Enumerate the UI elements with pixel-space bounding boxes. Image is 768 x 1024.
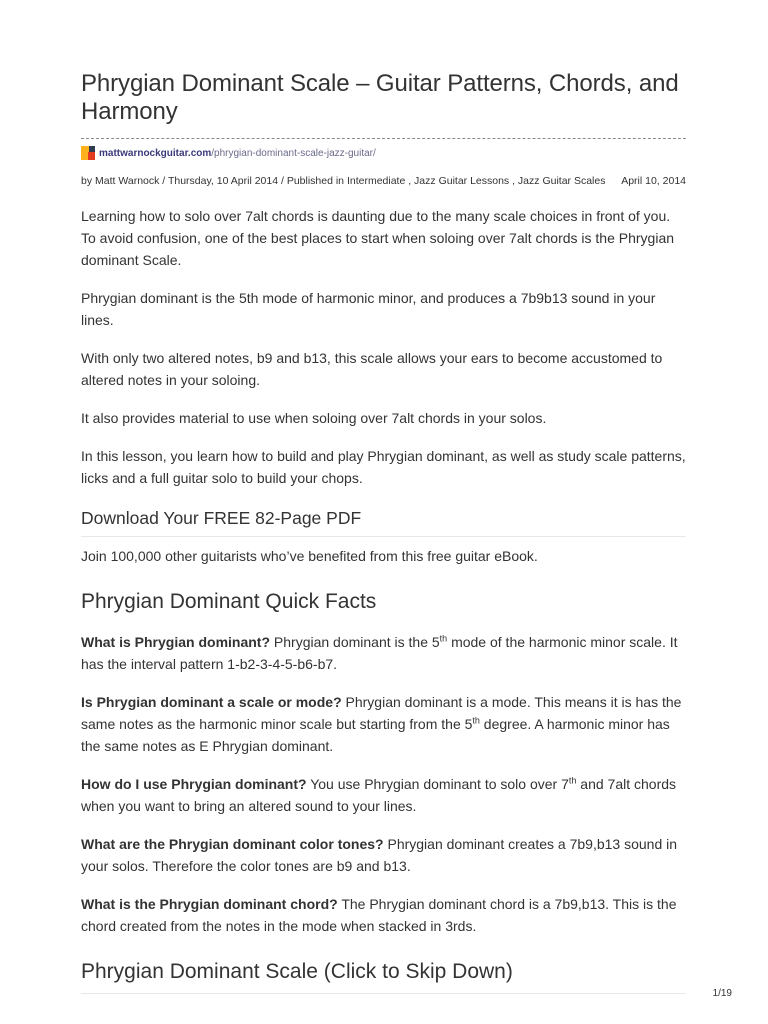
intro-paragraph-4: It also provides material to use when soloing over 7alt chords in your solos. bbox=[81, 410, 547, 426]
intro-paragraph-1: Learning how to solo over 7alt chords is daunting due to the many scale choices in front of you. To avoid confusion, one of the best places to start when soloing over 7alt chords is the Phrygian dominant Scale. bbox=[81, 208, 675, 268]
byline bbox=[81, 175, 686, 187]
download-divider bbox=[81, 536, 686, 537]
byline-text: by Matt Warnock / Thursday, 10 April 2014 / Published in Intermediate , Jazz Guitar Lessons , Jazz Guitar Scales bbox=[81, 175, 606, 187]
article bbox=[81, 70, 686, 994]
fact-answer: You use Phrygian dominant to solo over 7 bbox=[306, 776, 569, 792]
fact-1 bbox=[81, 631, 686, 675]
page-title: Phrygian Dominant Scale – Guitar Patterns, Chords, and Harmony bbox=[81, 70, 679, 125]
ordinal-suffix: th bbox=[568, 775, 577, 786]
scale-section-divider bbox=[81, 993, 686, 994]
fact-3 bbox=[81, 773, 686, 817]
source-path[interactable]: /phrygian-dominant-scale-jazz-guitar/ bbox=[211, 147, 376, 159]
ordinal-suffix: th bbox=[472, 715, 480, 726]
download-heading[interactable]: Download Your FREE 82-Page PDF bbox=[81, 508, 362, 528]
fact-4 bbox=[81, 833, 686, 877]
fact-answer: mode of the harmonic minor scale. It has the interval pattern 1-b2-3-4-5-b6-b7. bbox=[81, 634, 678, 672]
fact-answer: Phrygian dominant is the 5 bbox=[270, 634, 440, 650]
intro-paragraph-2: Phrygian dominant is the 5th mode of harmonic minor, and produces a 7b9b13 sound in your lines. bbox=[81, 290, 656, 328]
publish-date: April 10, 2014 bbox=[621, 175, 686, 187]
ordinal-suffix: th bbox=[439, 633, 448, 644]
intro-paragraph-3: With only two altered notes, b9 and b13, this scale allows your ears to become accustomed to altered notes in your soloing. bbox=[81, 350, 663, 388]
source-domain[interactable]: mattwarnockguitar.com bbox=[99, 147, 212, 159]
fact-answer: degree. A harmonic minor has the same notes as E Phrygian dominant. bbox=[81, 716, 670, 754]
fact-question: What is Phrygian dominant? bbox=[81, 634, 271, 650]
intro-paragraph-5: In this lesson, you learn how to build and play Phrygian dominant, as well as study scale patterns, licks and a full guitar solo to build your chops. bbox=[81, 448, 686, 486]
source-link[interactable] bbox=[81, 145, 686, 161]
title-divider bbox=[81, 138, 686, 139]
page-number: 1/19 bbox=[712, 988, 732, 999]
fact-answer: Phrygian dominant creates a 7b9,b13 sound in your solos. Therefore the color tones are b9 and b13. bbox=[81, 836, 678, 874]
fact-answer: Phrygian dominant is a mode. This means it is has the same notes as the harmonic minor scale but starting from the 5 bbox=[81, 694, 682, 732]
fact-question: How do I use Phrygian dominant? bbox=[81, 776, 307, 792]
site-logo-icon bbox=[81, 146, 95, 160]
fact-question: What are the Phrygian dominant color tones? bbox=[81, 836, 384, 852]
fact-question: Is Phrygian dominant a scale or mode? bbox=[81, 694, 342, 710]
quick-facts-heading: Phrygian Dominant Quick Facts bbox=[81, 590, 377, 613]
fact-5 bbox=[81, 893, 686, 937]
fact-answer: and 7alt chords when you want to bring an altered sound to your lines. bbox=[81, 776, 677, 814]
fact-2 bbox=[81, 691, 686, 757]
download-text: Join 100,000 other guitarists who’ve benefited from this free guitar eBook. bbox=[81, 548, 538, 564]
fact-question: What is the Phrygian dominant chord? bbox=[81, 896, 338, 912]
scale-section-heading[interactable]: Phrygian Dominant Scale (Click to Skip Down) bbox=[81, 960, 513, 983]
fact-answer: The Phrygian dominant chord is a 7b9,b13. This is the chord created from the notes in the mode when stacked in 3rds. bbox=[81, 896, 677, 934]
